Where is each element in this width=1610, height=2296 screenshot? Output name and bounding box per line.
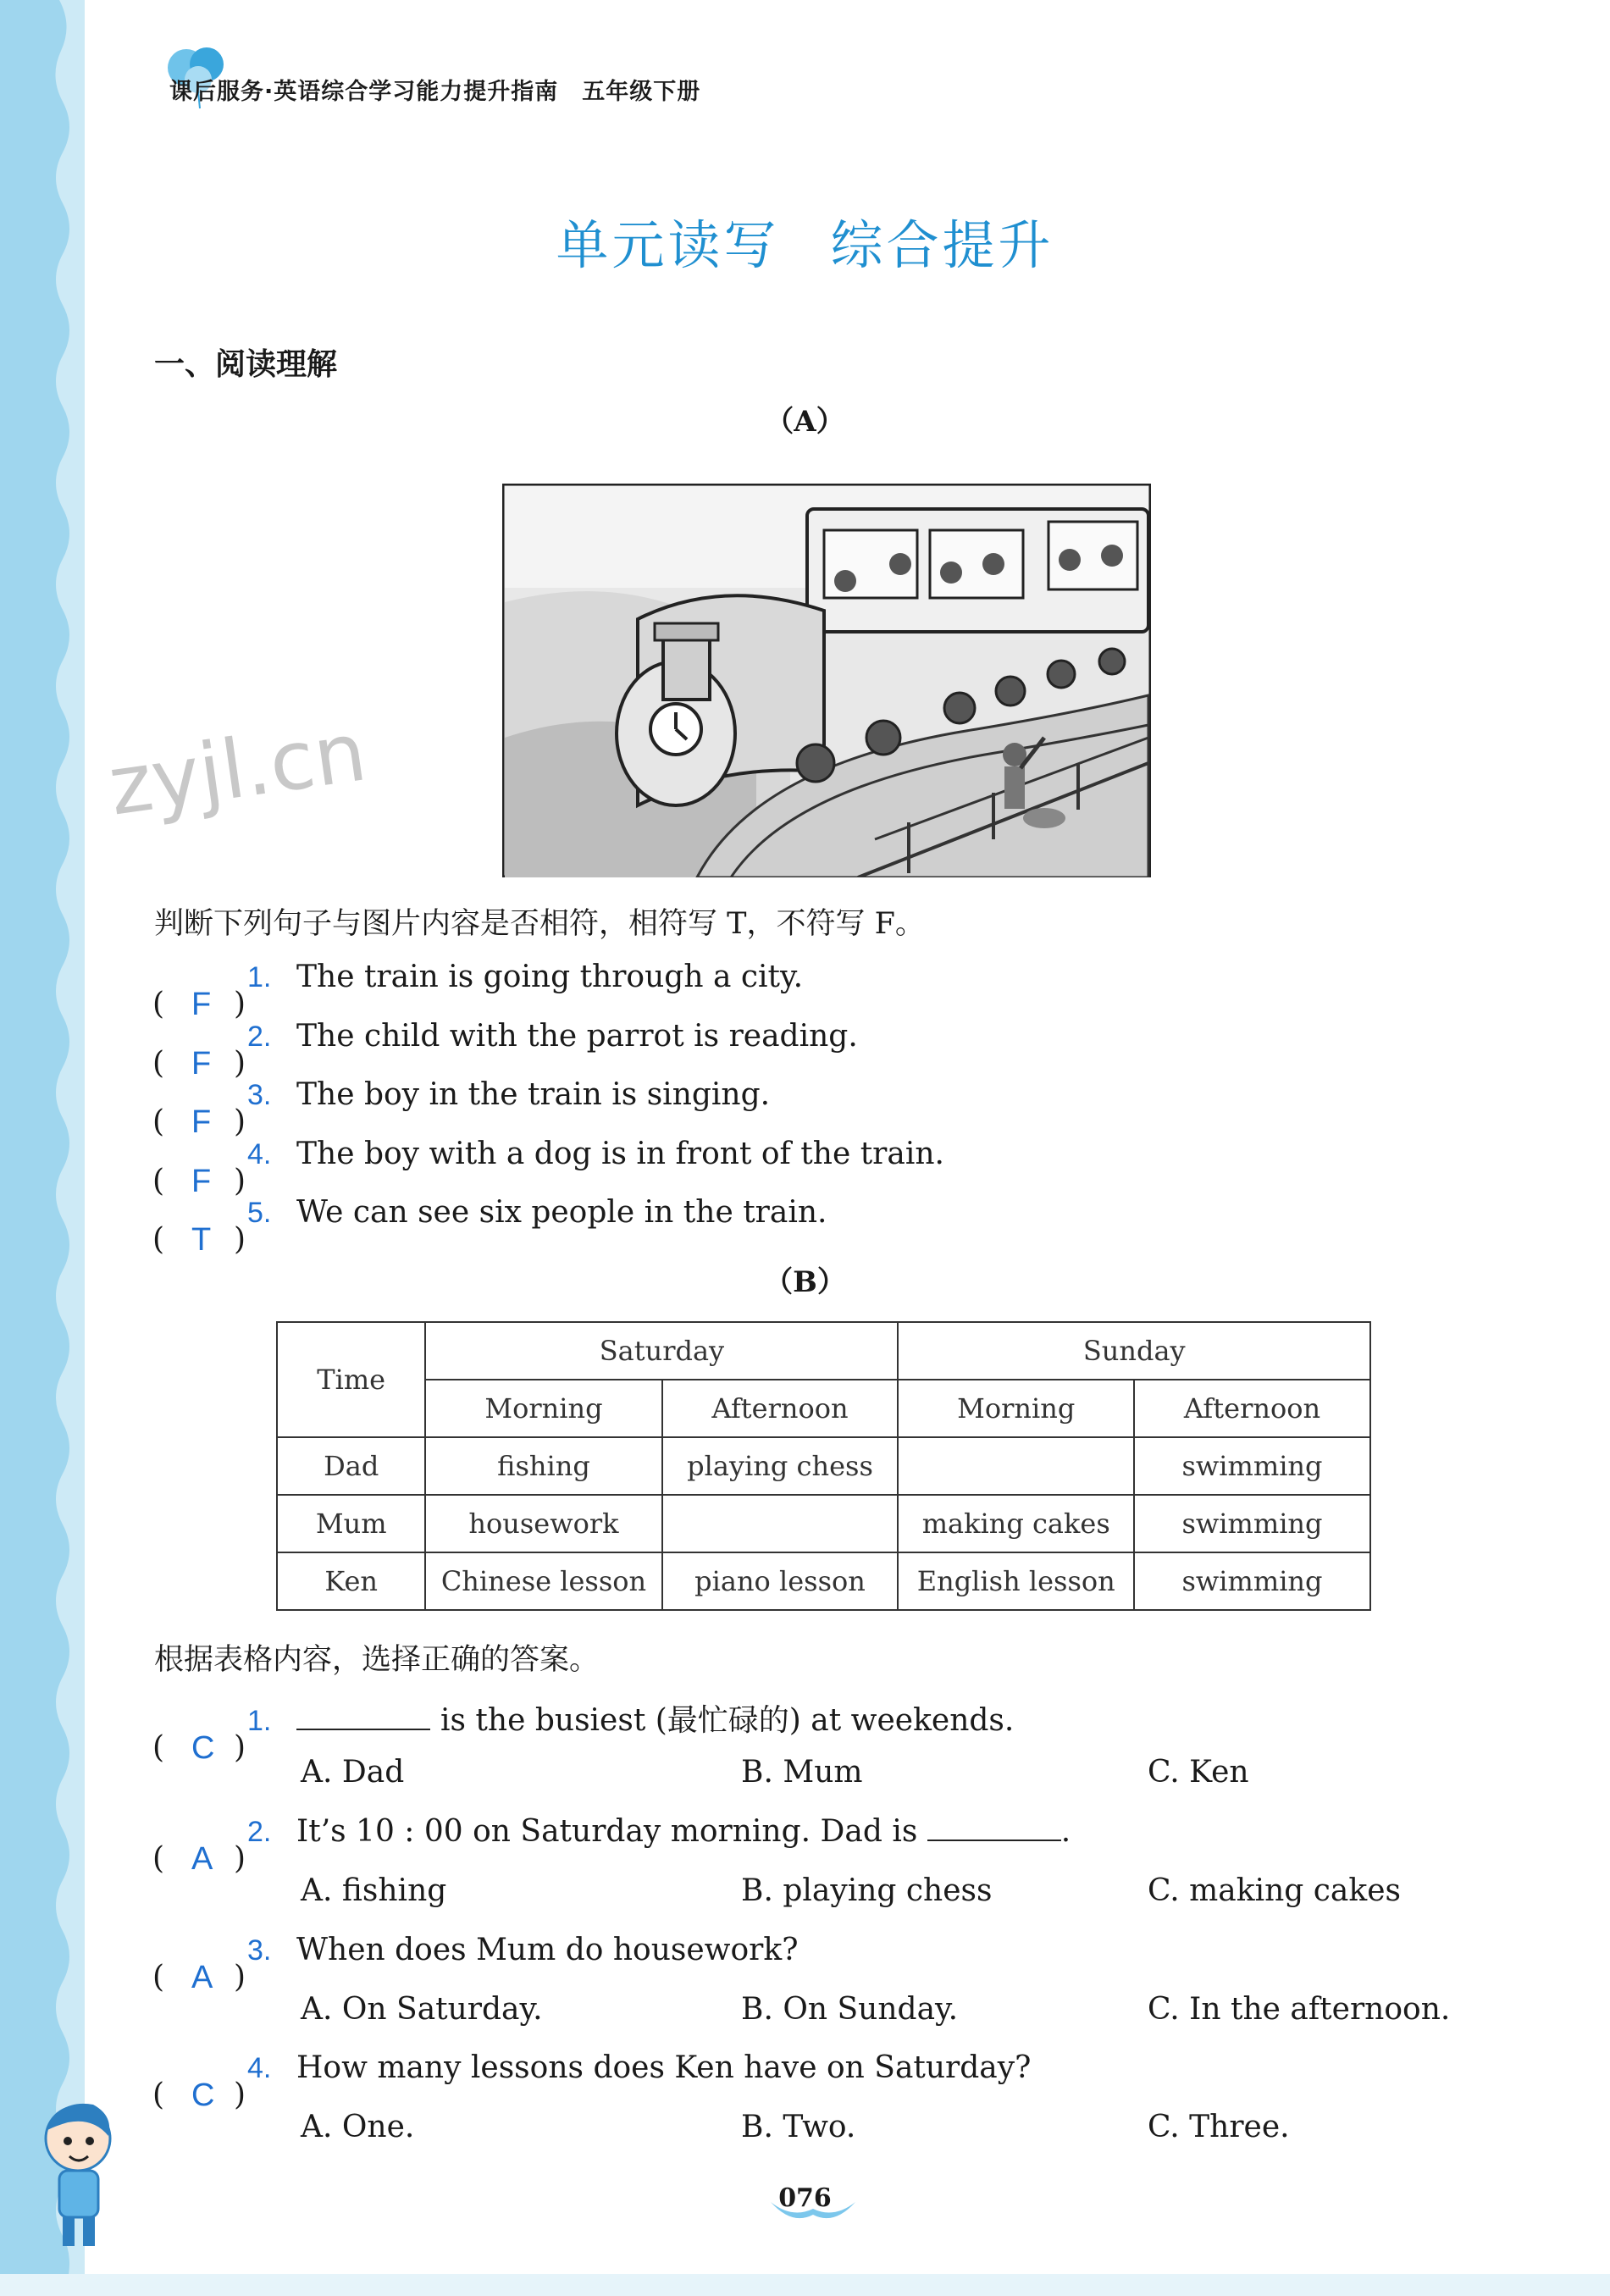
table-row — [277, 1495, 1370, 1552]
answer-text: F — [191, 1164, 212, 1199]
question-text: The boy in the train is singing. — [296, 1077, 771, 1112]
option-a: A. fishing — [301, 1873, 447, 1908]
table-row — [277, 1322, 1370, 1380]
part-a-question-4: ( F ) 4. The boy with a dog is in front of the train. — [152, 1137, 944, 1199]
table-header-sat-morning: Morning — [425, 1380, 661, 1437]
question-number: 4. — [247, 1138, 272, 1170]
part-a-question-1: ( F ) 1. The train is going through a city. — [152, 960, 804, 1022]
option-a: A. One. — [301, 2110, 415, 2144]
question-number: 1. — [247, 961, 272, 993]
table-header-saturday: Saturday — [425, 1322, 898, 1380]
site-watermark: zyjl.cn — [102, 704, 372, 834]
train-illustration-icon — [502, 484, 1151, 877]
table-cell: Ken — [277, 1552, 425, 1610]
answer-blank — [296, 1703, 430, 1730]
question-prefix: It’s 10 : 00 on Saturday morning. Dad is — [296, 1814, 918, 1849]
question-number: 2. — [247, 1021, 272, 1053]
option-c: C. In the afternoon. — [1148, 1992, 1451, 2027]
table-row — [277, 1380, 1370, 1437]
question-text: . — [1060, 1814, 1071, 1849]
answer-blank — [927, 1814, 1061, 1841]
table-cell: Dad — [277, 1437, 425, 1495]
table-cell: swimming — [1134, 1552, 1370, 1610]
table-header-time: Time — [277, 1322, 425, 1437]
table-cell: swimming — [1134, 1495, 1370, 1552]
part-b-question-2: ( A ) 2. It’s 10 : 00 on Saturday morning. Dad is . — [152, 1814, 1071, 1877]
answer-text: T — [191, 1222, 212, 1258]
wavy-edge-decoration — [0, 0, 102, 2296]
table-header-sat-afternoon: Afternoon — [662, 1380, 899, 1437]
answer-text: F — [191, 987, 212, 1022]
table-cell: fishing — [425, 1437, 661, 1495]
option-b: B. Two. — [741, 2110, 856, 2144]
table-cell: making cakes — [898, 1495, 1134, 1552]
question-text: When does Mum do housework? — [296, 1933, 799, 1967]
option-c: C. making cakes — [1148, 1873, 1401, 1908]
option-c: C. Three. — [1148, 2110, 1290, 2144]
table-header-sun-morning: Morning — [898, 1380, 1134, 1437]
question-number: 5. — [247, 1197, 272, 1229]
question-number: 1. — [247, 1705, 272, 1737]
page-header: 课后服务·英语综合学习能力提升指南 五年级下册 — [169, 79, 701, 105]
option-b: B. playing chess — [741, 1873, 993, 1908]
question-text: is the busiest (最忙碌的) at weekends. — [440, 1703, 1015, 1738]
table-cell: Chinese lesson — [425, 1552, 661, 1610]
table-cell: playing chess — [662, 1437, 899, 1495]
table-header-sunday: Sunday — [898, 1322, 1370, 1380]
question-number: 3. — [247, 1079, 272, 1111]
part-a-question-5: ( T ) 5. We can see six people in the train. — [152, 1195, 827, 1258]
option-c: C. Ken — [1148, 1755, 1249, 1790]
option-a: A. On Saturday. — [301, 1992, 543, 2027]
question-text: The boy with a dog is in front of the train. — [296, 1137, 944, 1171]
option-a: A. Dad — [301, 1755, 405, 1790]
page-number: 076 — [778, 2183, 832, 2213]
part-b-label: （B） — [764, 1265, 846, 1299]
title-part-1: 单元读写 — [556, 214, 780, 276]
question-text: How many lessons does Ken have on Saturday? — [296, 2050, 1032, 2085]
part-a-question-2: ( F ) 2. The child with the parrot is reading. — [152, 1019, 858, 1082]
part-a-instruction: 判断下列句子与图片内容是否相符，相符写 T，不符写 F。 — [154, 907, 925, 941]
part-b-question-4: ( C ) 4. How many lessons does Ken have on Saturday? — [152, 2050, 1032, 2113]
answer-text: A — [191, 1960, 213, 1995]
table-cell: housework — [425, 1495, 661, 1552]
schedule-table — [276, 1321, 1371, 1611]
question-text: The train is going through a city. — [296, 960, 804, 994]
question-text: We can see six people in the train. — [296, 1195, 827, 1230]
part-b-question-3: ( A ) 3. When does Mum do housework? — [152, 1933, 799, 1995]
part-b-instruction: 根据表格内容，选择正确的答案。 — [154, 1643, 600, 1677]
title-part-2: 综合提升 — [830, 214, 1054, 276]
answer-text: C — [191, 2077, 215, 2113]
table-cell: Mum — [277, 1495, 425, 1552]
table-row — [277, 1437, 1370, 1495]
page-title — [0, 203, 1610, 279]
question-number: 3. — [247, 1934, 272, 1967]
part-a-label: （A） — [765, 405, 845, 439]
table-cell — [898, 1437, 1134, 1495]
table-cell: English lesson — [898, 1552, 1134, 1610]
answer-text: F — [191, 1104, 212, 1140]
table-header-sun-afternoon: Afternoon — [1134, 1380, 1370, 1437]
table-row — [277, 1552, 1370, 1610]
answer-text: A — [191, 1841, 213, 1877]
question-number: 2. — [247, 1816, 272, 1848]
table-cell: piano lesson — [662, 1552, 899, 1610]
bottom-band — [0, 2274, 1610, 2296]
cartoon-boy-icon — [25, 2092, 127, 2261]
answer-text: C — [191, 1730, 215, 1766]
section-heading: 一、阅读理解 — [154, 347, 338, 382]
part-b-question-1: ( C ) 1. is the busiest (最忙碌的) at weekends. — [152, 1703, 1015, 1766]
option-b: B. Mum — [741, 1755, 863, 1790]
table-cell: swimming — [1134, 1437, 1370, 1495]
question-text: The child with the parrot is reading. — [296, 1019, 858, 1054]
question-number: 4. — [247, 2052, 272, 2084]
table-cell — [662, 1495, 899, 1552]
answer-text: F — [191, 1046, 212, 1082]
option-b: B. On Sunday. — [741, 1992, 959, 2027]
part-a-question-3: ( F ) 3. The boy in the train is singing. — [152, 1077, 771, 1140]
